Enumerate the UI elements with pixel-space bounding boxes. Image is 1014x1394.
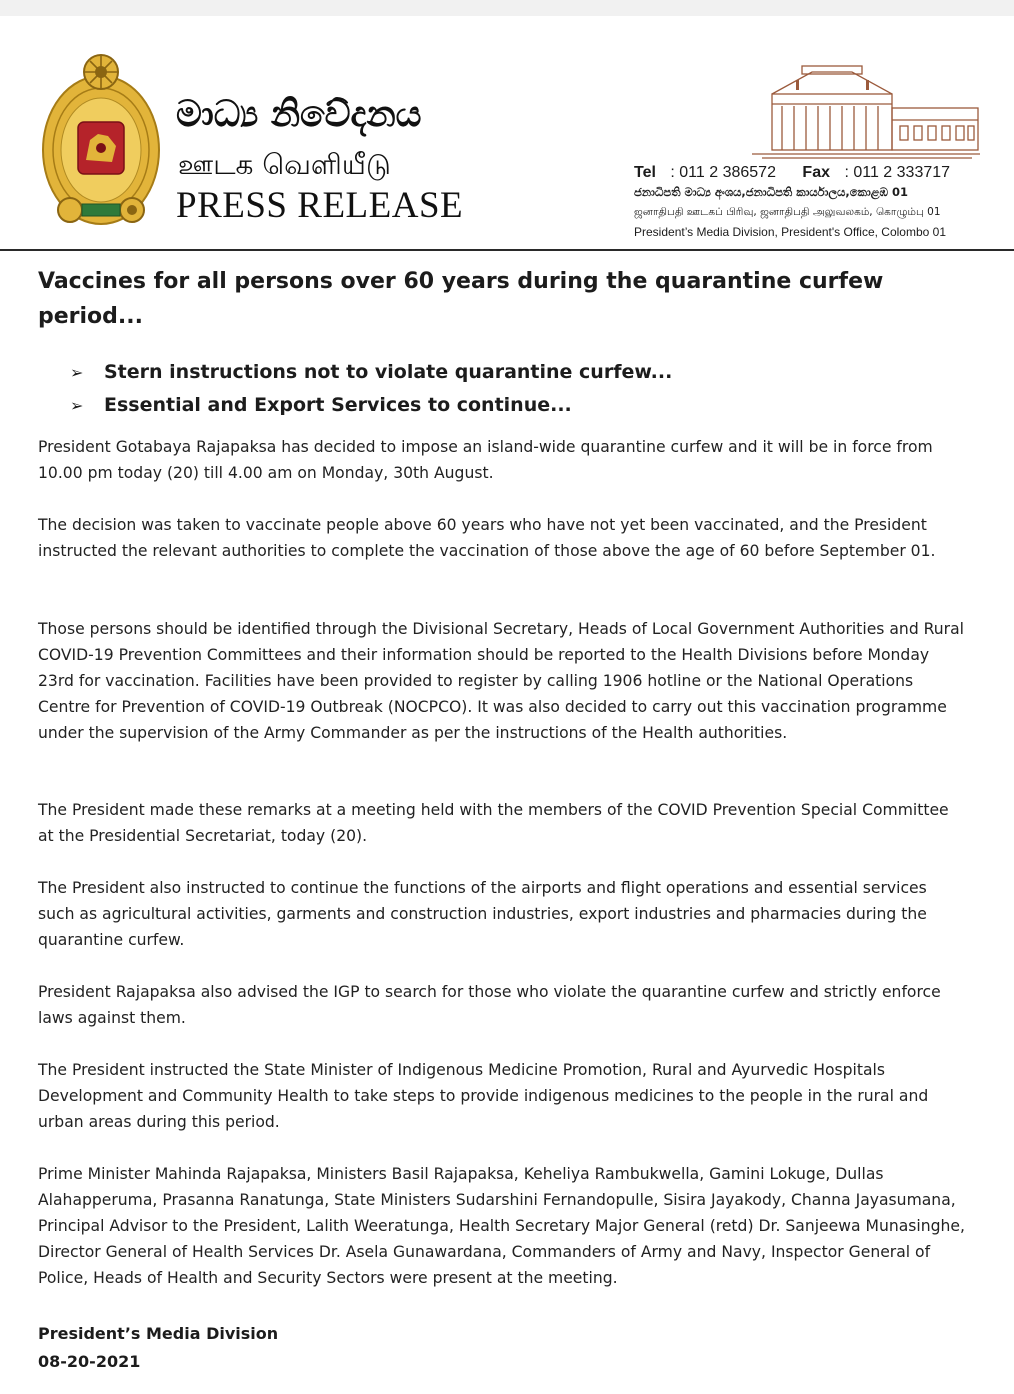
- bullet-text: Essential and Export Services to continue...: [104, 394, 572, 416]
- release-date: 08-20-2021: [38, 1352, 141, 1371]
- arrow-bullet-icon: ➢: [70, 363, 84, 382]
- arrow-bullet-icon: ➢: [70, 396, 84, 415]
- address-sinhala: ජනාධිපති මාධ්‍ය අංශය,ජනාධිපති කාර්යාලය,කොළඹ 01: [634, 185, 909, 199]
- presidential-building-icon: [752, 64, 980, 164]
- paragraph: Prime Minister Mahinda Rajapaksa, Ministers Basil Rajapaksa, Keheliya Rambukwella, Gamini Lokuge, Dullas Alahapperuma, Prasanna Ranatunga, State Ministers Sudarshini Fernandopulle, Sisira Jayakody, Channa Jayasumana, Principal Advisor to the President, Lalith Weeratunga, Health Secretary Major General (retd) Dr. Sanjeewa Munasinghe, Director General of Health Services Dr. Asela Gunawardana, Commanders of Army and Navy, Inspector General of Police, Heads of Health and Security Sectors were present at the meeting.: [38, 1165, 965, 1287]
- contact-block: [634, 164, 986, 242]
- paragraph: President Gotabaya Rajapaksa has decided to impose an island-wide quarantine curfew and it will be in force from 10.00 pm today (20) till 4.00 am on Monday, 30th August.: [38, 438, 933, 482]
- paragraph: The President instructed the State Minister of Indigenous Medicine Promotion, Rural and Ayurvedic Hospitals Development and Community Health to take steps to provide indigenous medicines to the people in the rural and urban areas during this period.: [38, 1061, 929, 1131]
- list-item: [70, 356, 672, 389]
- tel-value: : 011 2 386572: [670, 164, 776, 181]
- fax-label: Fax: [802, 164, 830, 181]
- bullet-text: Stern instructions not to violate quarantine curfew...: [104, 361, 673, 383]
- page-title: Vaccines for all persons over 60 years during the quarantine curfew period...: [38, 269, 884, 329]
- header-divider: [0, 249, 1014, 251]
- paragraph: Those persons should be identified through the Divisional Secretary, Heads of Local Government Authorities and Rural COVID-19 Prevention Committees and their information should be reported to the Health Divisions before Monday 23rd for vaccination. Facilities have been provided to register by calling 1906 hotline or the National Operations Centre for Prevention of COVID-19 Outbreak (NOCPCO). It was also decided to carry out this vaccination programme under the supervision of the Army Commander as per the instructions of the Health authorities.: [38, 620, 964, 742]
- title-english: PRESS RELEASE: [176, 185, 464, 226]
- fax-value: : 011 2 333717: [844, 164, 951, 181]
- paragraph: The decision was taken to vaccinate people above 60 years who have not yet been vaccinated, and the President instructed the relevant authorities to complete the vaccination of those above the age of 60 before September 01.: [38, 516, 936, 560]
- paragraph: President Rajapaksa also advised the IGP to search for those who violate the quarantine curfew and strictly enforce laws against them.: [38, 983, 941, 1027]
- key-points-list: [70, 356, 672, 422]
- tel-label: Tel: [634, 164, 656, 181]
- address-english: President’s Media Division, President's Office, Colombo 01: [634, 225, 946, 239]
- phone-fax-line: [634, 164, 986, 182]
- title-sinhala: මාධ්‍ය නිවේදනය: [176, 94, 422, 135]
- title-tamil: ஊடக வெளியீடு: [178, 148, 391, 181]
- paragraph: The President also instructed to continue the functions of the airports and flight operations and essential services such as agricultural activities, garments and construction industries, export industries and pharmacies during the quarantine curfew.: [38, 879, 927, 949]
- paragraph: The President made these remarks at a meeting held with the members of the COVID Prevention Special Committee at the Presidential Secretariat, today (20).: [38, 801, 949, 845]
- top-margin-bar: [0, 0, 1014, 16]
- signature: President’s Media Division: [38, 1324, 279, 1343]
- list-item: [70, 389, 672, 422]
- sri-lanka-emblem-icon: [38, 50, 164, 228]
- address-tamil: ஜனாதிபதி ஊடகப் பிரிவு, ஜனாதிபதி அலுவலகம், கொழும்பு 01: [634, 206, 941, 218]
